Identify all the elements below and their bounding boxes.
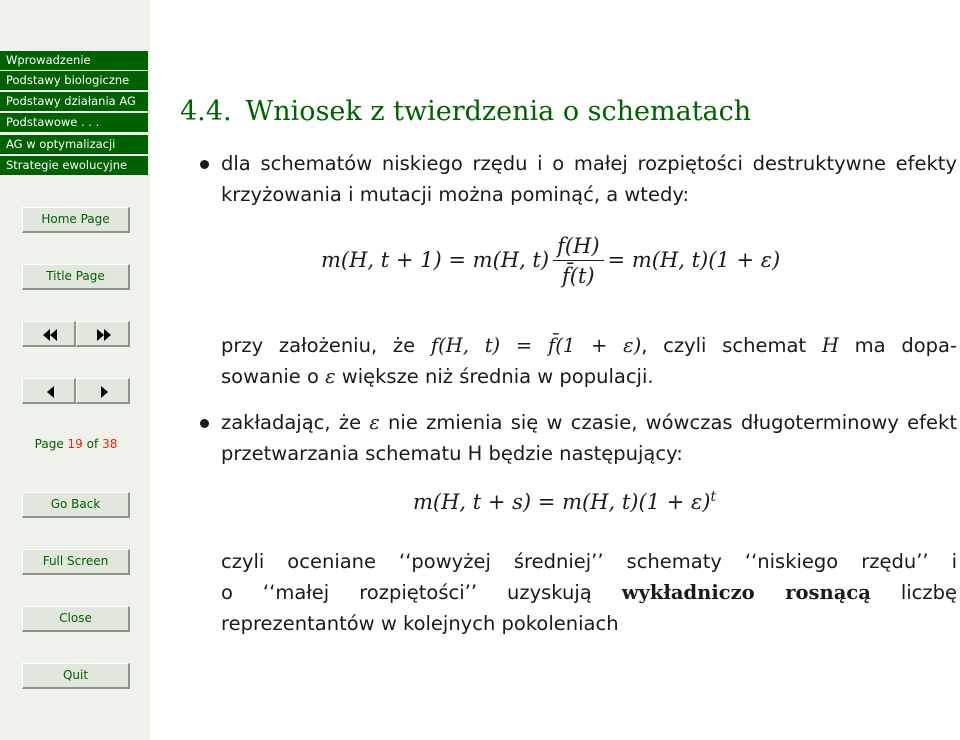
assumption-line-1 [221,330,957,361]
bullet-2-marker [200,419,209,428]
assumption-schema-h: H [821,334,839,357]
eq1-fraction [553,232,603,291]
bullet-2-text [221,407,957,469]
conclusion-line-2 [221,577,957,608]
eq1-rhs: = m(H, t)(1 + ε) [607,248,781,272]
assumption-eps: ε [325,365,336,388]
toc-item-ag-optymalizacji[interactable]: AG w optymalizacji [0,135,148,154]
fast-forward-icon [77,322,131,348]
fast-backward-icon [23,322,77,348]
eq1-numerator: f(H) [553,232,603,261]
conclusion-text [221,546,957,639]
next-icon [77,379,131,405]
slide-content [150,0,960,740]
quit-button[interactable]: Quit [22,663,130,689]
title-page-button[interactable]: Title Page [22,264,130,290]
equation-exponential [413,489,716,514]
page-counter [22,437,130,451]
assumption-post-c: większe niż średnia w populacji. [335,365,654,388]
section-number: 4.4. [180,96,232,127]
conclusion-line-3: reprezentantów w kolejnych pokoleniach [221,612,619,635]
conclusion-emphasis: wykładniczo rosnącą [621,581,871,604]
eq1-denominator: f̄(t) [562,264,595,288]
full-screen-button[interactable]: Full Screen [22,549,130,575]
bullet-2-pre: zakładając, że [221,411,370,434]
previous-icon [23,379,77,405]
eq2-base: m(H, t + s) = m(H, t)(1 + ε) [413,490,711,514]
assumption-text [221,330,957,392]
bullet-1-marker [200,160,209,169]
sidebar [0,0,150,740]
toc-item-strategie-ewolucyjne[interactable]: Strategie ewolucyjne [0,156,148,175]
close-button[interactable]: Close [22,606,130,632]
equation-growth [321,232,780,291]
bullet-2-eps: ε [369,411,380,434]
of-label: of [86,437,99,451]
assumption-pre: przy założeniu, że [221,334,431,357]
conclusion-post: liczbę [870,581,958,604]
home-page-button[interactable]: Home Page [22,207,130,233]
slide-title [180,96,751,127]
toc-item-podstawy-dzialania[interactable]: Podstawy działania AG [0,92,148,111]
next-page-button[interactable] [76,378,130,404]
section-title: Wniosek z twierdzenia o schematach [245,96,752,127]
assumption-post-b: sowanie o [221,365,326,388]
page-label: Page [34,437,64,451]
bullet-2-post: nie zmienia się w czasie, wówczas długoterminowy efekt przetwarzania schematu H będzie następujący: [221,411,957,465]
previous-page-button[interactable] [22,378,76,404]
toc-item-podstawowe[interactable]: Podstawowe . . . [0,113,148,132]
current-page-number: 19 [67,437,83,451]
total-pages-number: 38 [102,437,118,451]
assumption-mid: , czyli schemat [641,334,822,357]
go-back-button[interactable]: Go Back [22,492,130,518]
assumption-math: f(H, t) = f̄(1 + ε) [430,334,642,357]
fast-backward-button[interactable] [22,321,76,347]
conclusion-line-1: czyli oceniane ‘‘powyżej średniej’’ schematy ‘‘niskiego rzędu’’ i [221,550,957,573]
bullet-1-text: dla schematów niskiego rzędu i o małej rozpiętości destruktywne efekty krzyżowania i mutacji można pominąć, a wtedy: [221,152,957,206]
toc-item-podstawy-biologiczne[interactable]: Podstawy biologiczne [0,71,148,90]
conclusion-pre: o ‘‘małej rozpiętości’’ uzyskują [221,581,622,604]
assumption-line-2 [221,361,957,392]
fast-forward-button[interactable] [76,321,130,347]
eq2-exponent: t [710,489,717,505]
toc-item-wprowadzenie[interactable]: Wprowadzenie [0,51,148,70]
eq1-lhs: m(H, t + 1) = m(H, t) [321,248,550,272]
assumption-post-a: ma dopa- [838,334,957,357]
